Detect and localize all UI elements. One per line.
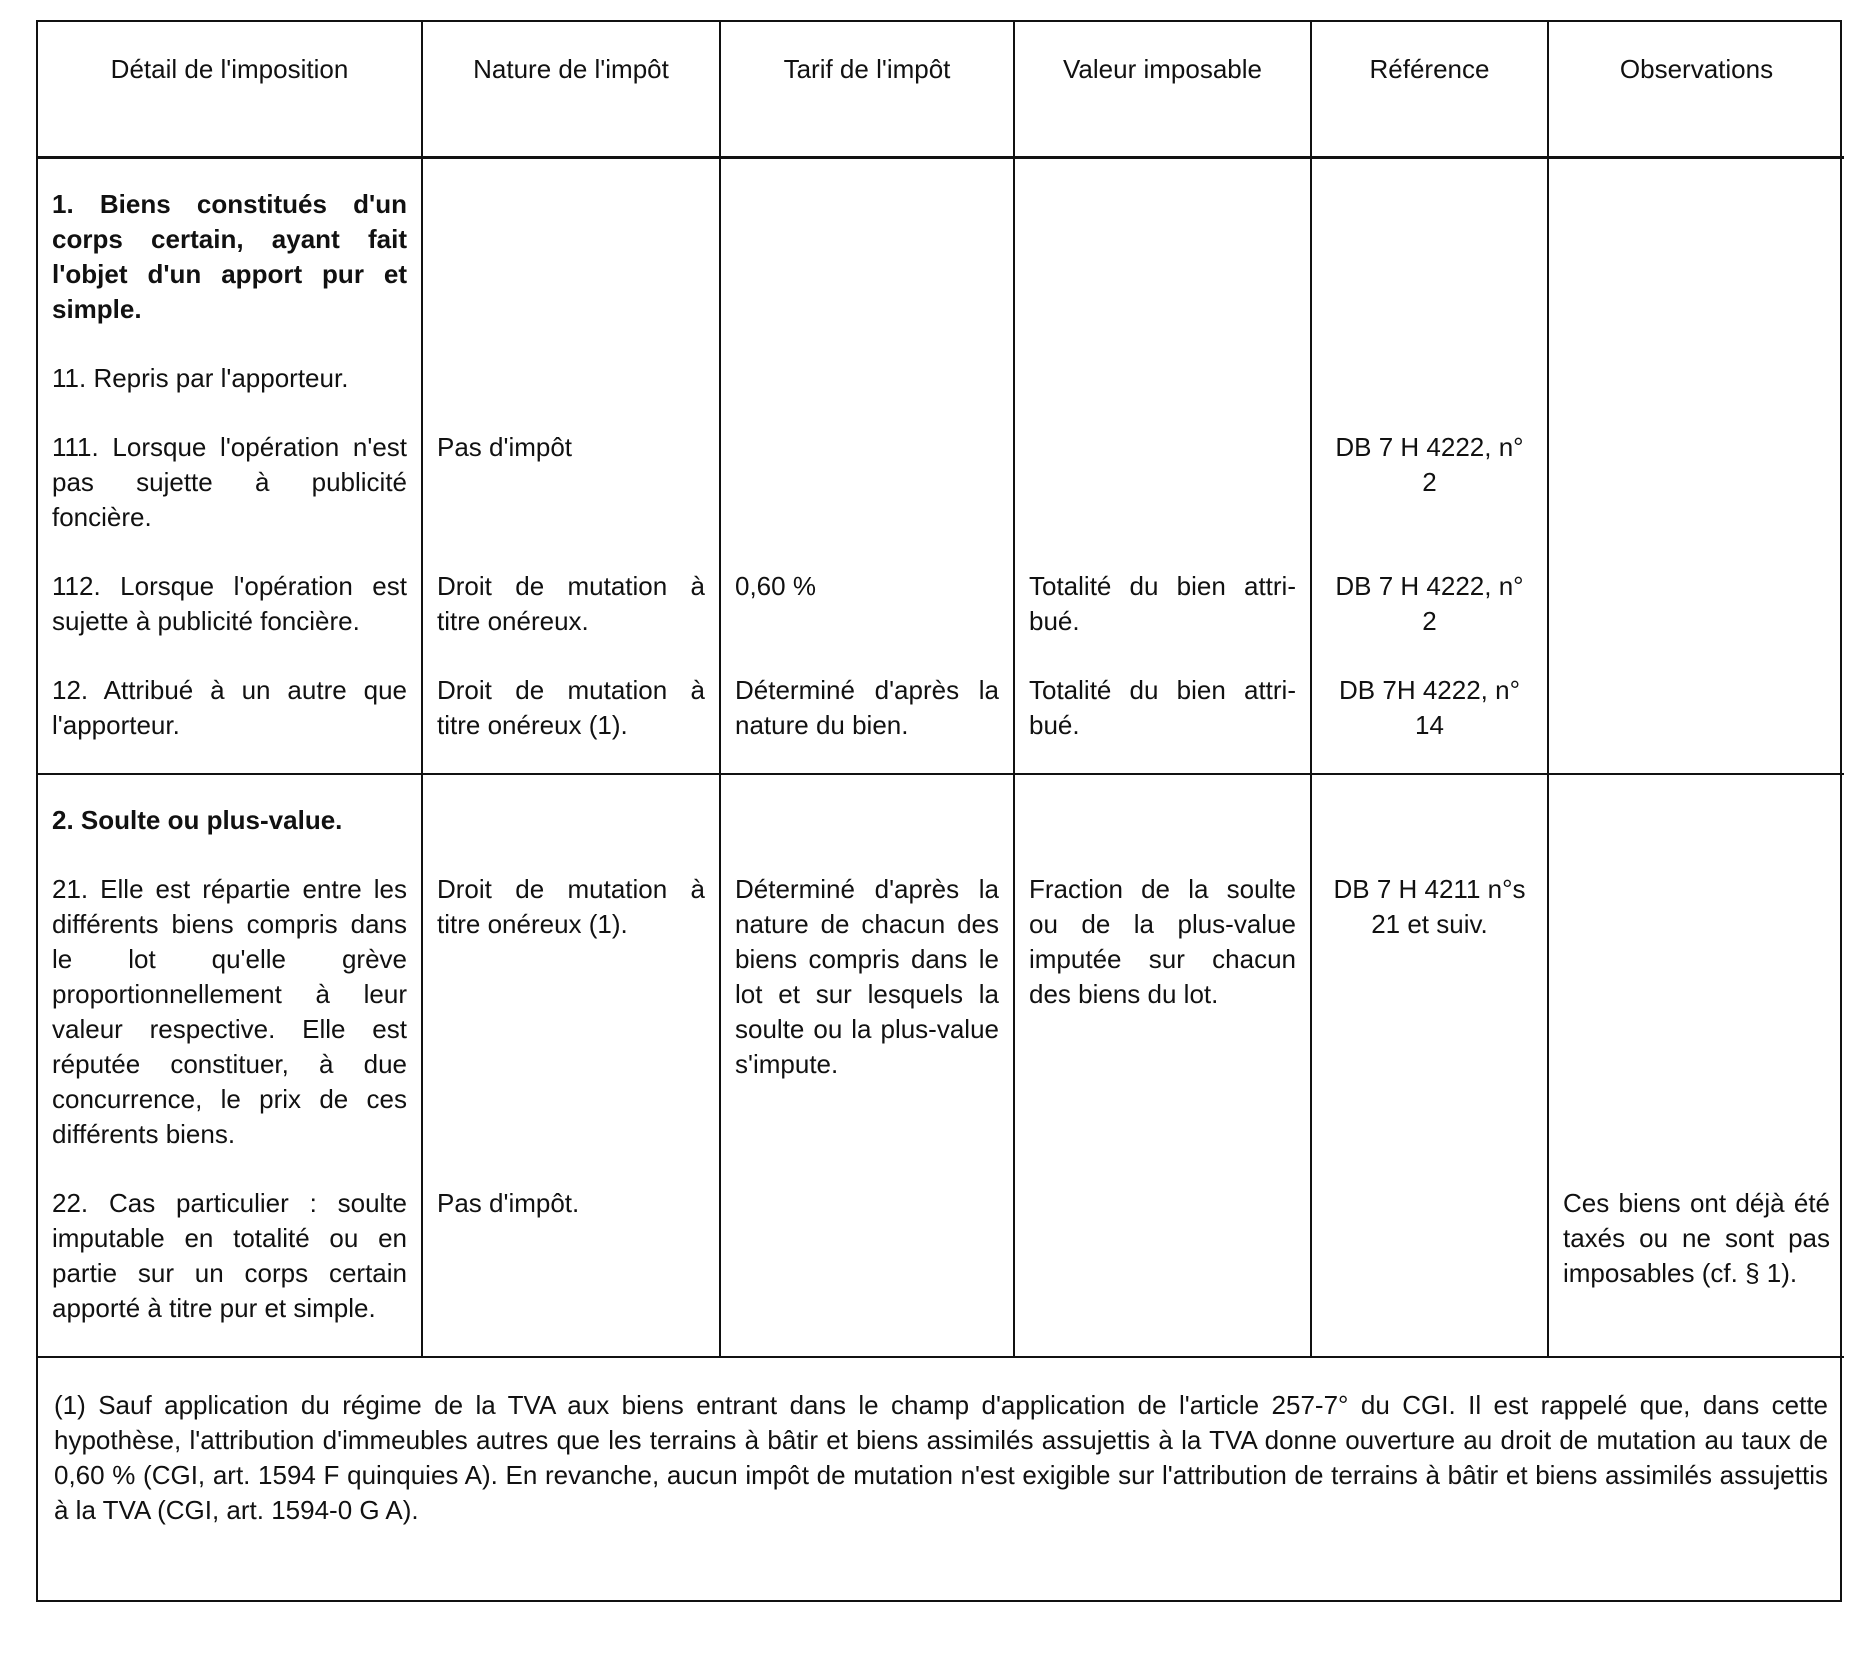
row-112-nature: Droit de mutation à titre onéreux. <box>422 569 720 639</box>
row-112-reference: DB 7 H 4222, n° 2 <box>1311 569 1548 639</box>
gap-row <box>38 396 1844 430</box>
gap-row <box>38 838 1844 872</box>
gap-row <box>38 1152 1844 1186</box>
row-12-tarif: Déterminé d'après la nature du bien. <box>720 673 1014 774</box>
row-22 <box>38 1186 1844 1357</box>
gap-row <box>38 327 1844 361</box>
section1-title-row <box>38 158 1844 328</box>
row-111-nature: Pas d'impôt <box>422 430 720 535</box>
row-112-tarif: 0,60 % <box>720 569 1014 639</box>
row-112 <box>38 569 1844 639</box>
header-valeur: Valeur imposable <box>1014 22 1311 158</box>
row-111-reference: DB 7 H 4222, n° 2 <box>1311 430 1548 535</box>
row-11 <box>38 361 1844 396</box>
row-12-nature: Droit de mutation à titre onéreux (1). <box>422 673 720 774</box>
row-21-tarif: Déterminé d'après la nature de chacun des biens compris dans le lot et sur lesquels la soulte ou la plus-value s'impute. <box>720 872 1014 1152</box>
row-21-detail: 21. Elle est répartie entre les différents biens compris dans le lot qu'elle grève proportionnellement à leur valeur respective. Elle est réputée constituer, à due concurrence, le prix de ces différents biens. <box>38 872 422 1152</box>
row-21-nature: Droit de mutation à titre onéreux (1). <box>422 872 720 1152</box>
footnote-row <box>38 1357 1844 1560</box>
taxation-table <box>38 22 1844 1560</box>
row-21-reference: DB 7 H 4211 n°s 21 et suiv. <box>1311 872 1548 1152</box>
footnote: (1) Sauf application du régime de la TVA aux biens entrant dans le champ d'application de l'article 257-7° du CGI. Il est rappelé que, dans cette hypothèse, l'attribution d'immeubles autres que les terrains à bâtir et biens assimilés assujettis à la TVA donne ouverture au droit de mutation au taux de 0,60 % (CGI, art. 1594 F quinquies A). En revanche, aucun impôt de mutation n'est exigible sur l'attribution de terrains à bâtir et biens assimilés assujettis à la TVA (CGI, art. 1594-0 G A). <box>54 1390 1828 1525</box>
section1-title: 1. Biens constitués d'un corps certain, ayant fait l'objet d'un apport pur et simple. <box>38 158 422 328</box>
row-12-valeur: Totalité du bien attri-bué. <box>1014 673 1311 774</box>
section2-title: 2. Soulte ou plus-value. <box>38 774 422 838</box>
row-112-valeur: Totalité du bien attri-bué. <box>1014 569 1311 639</box>
row-22-observations: Ces biens ont déjà été taxés ou ne sont pas imposables (cf. § 1). <box>1548 1186 1844 1357</box>
row-12-detail: 12. Attribué à un autre que l'apporteur. <box>38 673 422 774</box>
row-22-detail: 22. Cas particulier : soulte imputable en totalité ou en partie sur un corps certain apporté à titre pur et simple. <box>38 1186 422 1357</box>
row-22-nature: Pas d'impôt. <box>422 1186 720 1357</box>
row-11-detail: 11. Repris par l'apporteur. <box>38 361 422 396</box>
header-reference: Référence <box>1311 22 1548 158</box>
gap-row <box>38 639 1844 673</box>
row-12 <box>38 673 1844 774</box>
row-12-reference: DB 7H 4222, n° 14 <box>1311 673 1548 774</box>
gap-row <box>38 535 1844 569</box>
section2-title-row <box>38 774 1844 838</box>
row-21 <box>38 872 1844 1152</box>
header-tarif: Tarif de l'impôt <box>720 22 1014 158</box>
row-111-detail: 111. Lorsque l'opération n'est pas sujette à publicité foncière. <box>38 430 422 535</box>
row-111 <box>38 430 1844 535</box>
header-row <box>38 22 1844 158</box>
row-112-detail: 112. Lorsque l'opération est sujette à publicité foncière. <box>38 569 422 639</box>
header-nature: Nature de l'impôt <box>422 22 720 158</box>
tax-document-page <box>36 20 1842 1602</box>
header-observations: Observations <box>1548 22 1844 158</box>
row-21-valeur: Fraction de la soulte ou de la plus-value imputée sur chacun des biens du lot. <box>1014 872 1311 1152</box>
header-detail: Détail de l'imposition <box>38 22 422 158</box>
